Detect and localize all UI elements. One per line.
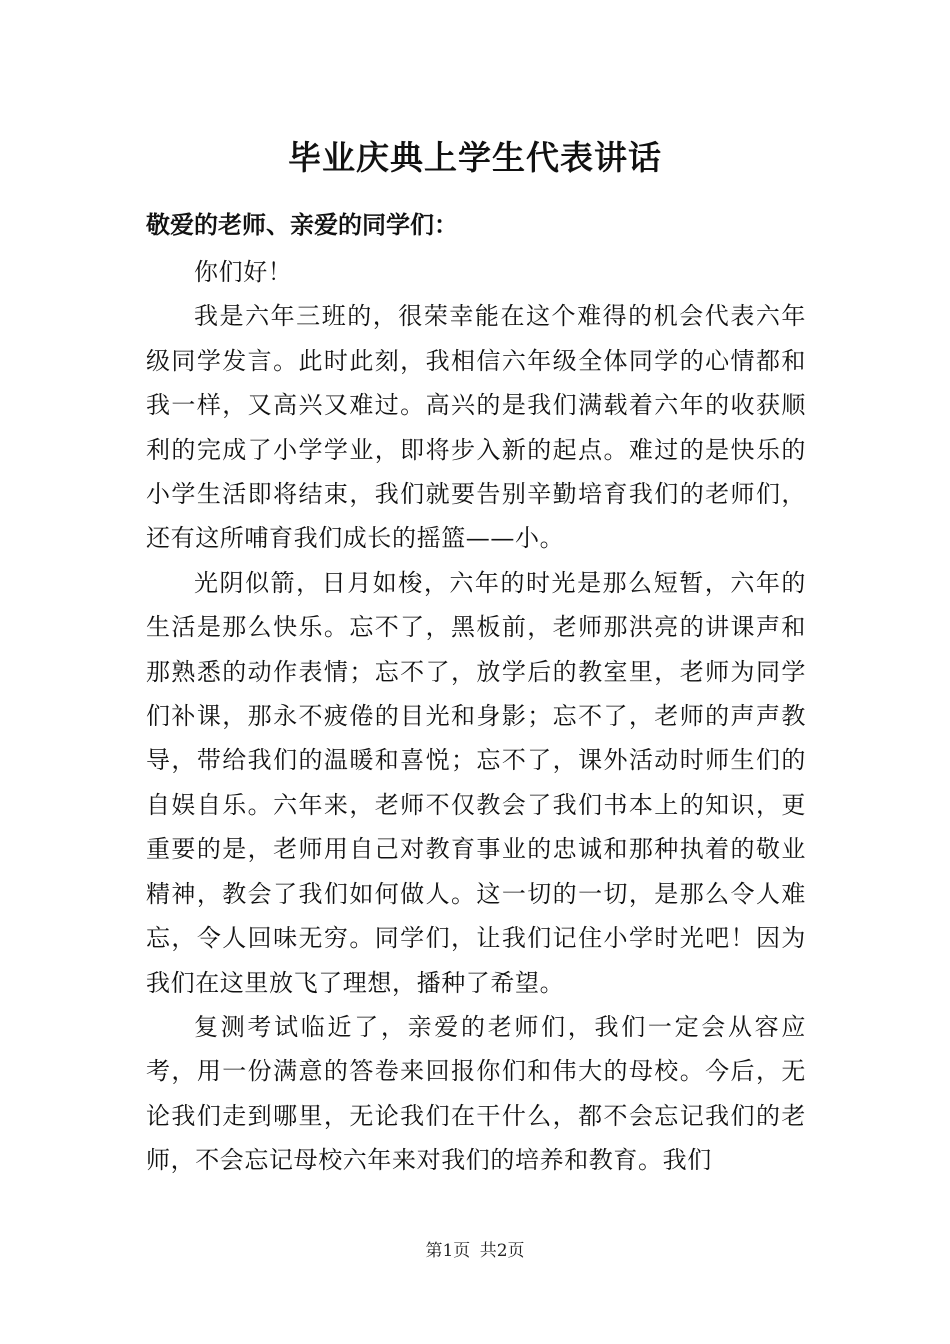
paragraph-future: 复测考试临近了，亲爱的老师们，我们一定会从容应考，用一份满意的答卷来回报你们和伟大的母校。今后，无论我们走到哪里，无论我们在干什么，都不会忘记我们的老师，不会忘记母校六年来对我们的培养和教育。我们: [146, 1012, 806, 1175]
salutation: 敬爱的老师、亲爱的同学们：: [146, 210, 458, 239]
document-body: [146, 250, 806, 1183]
paragraph-greeting: 你们好！: [194, 258, 293, 286]
page-footer: [0, 1238, 950, 1264]
paragraph-memories: 光阴似箭，日月如梭，六年的时光是那么短暂，六年的生活是那么快乐。忘不了，黑板前，老师那洪亮的讲课声和那熟悉的动作表情；忘不了，放学后的教室里，老师为同学们补课，那永不疲倦的目光和身影；忘不了，老师的声声教导，带给我们的温暖和喜悦；忘不了，课外活动时师生们的自娱自乐。六年来，老师不仅教会了我们书本上的知识，更重要的是，老师用自己对教育事业的忠诚和那种执着的敬业精神，教会了我们如何做人。这一切的一切，是那么令人难忘，令人回味无穷。同学们，让我们记住小学时光吧！因为我们在这里放飞了理想，播种了希望。: [146, 568, 806, 997]
page-total: 共2页: [479, 1241, 525, 1261]
page-number: 第1页: [425, 1241, 471, 1261]
paragraph-intro: 我是六年三班的，很荣幸能在这个难得的机会代表六年级同学发言。此时此刻，我相信六年级全体同学的心情都和我一样，又高兴又难过。高兴的是我们满载着六年的收获顺利的完成了小学学业，即将步入新的起点。难过的是快乐的小学生活即将结束，我们就要告别辛勤培育我们的老师们，还有这所哺育我们成长的摇篮——小。: [146, 302, 806, 553]
document-title: 毕业庆典上学生代表讲话: [288, 138, 662, 177]
